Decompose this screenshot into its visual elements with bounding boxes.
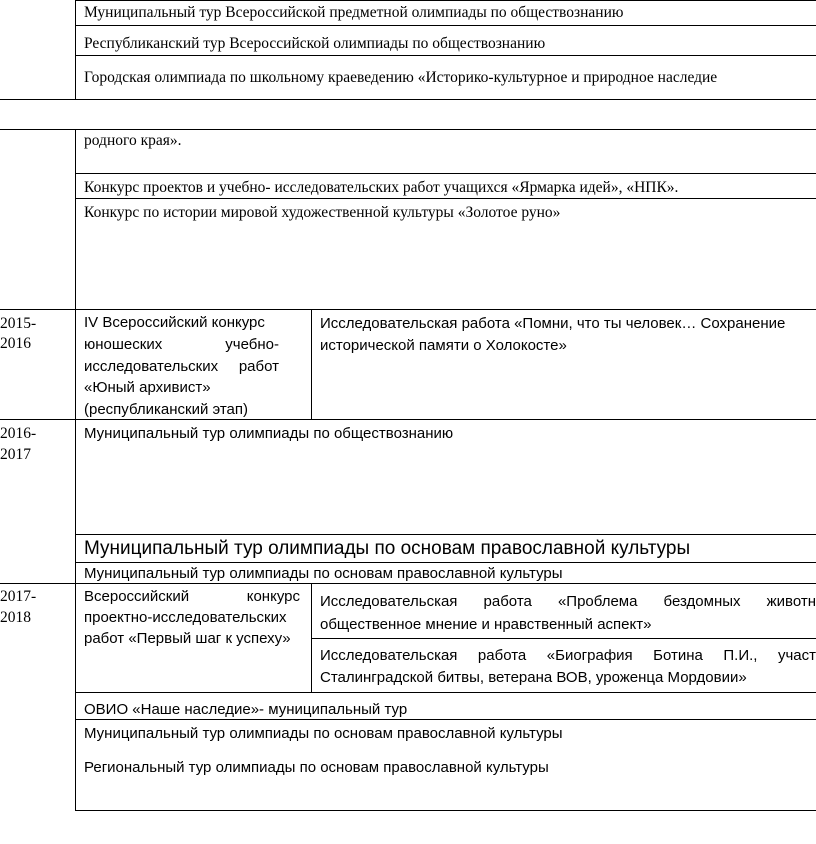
- row-text: Конкурс проектов и учебно- исследовательских работ учащихся «Ярмарка идей», «НПК».: [84, 179, 679, 196]
- event-line: Всероссийский конкурс: [84, 588, 300, 605]
- year-label: 2015-: [0, 315, 37, 332]
- event-line: (республиканский этап): [84, 401, 249, 418]
- event-line: «Юный архивист»: [84, 379, 211, 396]
- row-text: Муниципальный тур олимпиады по обществознанию: [84, 425, 454, 442]
- rule: [75, 534, 816, 535]
- row-text: Городская олимпиада по школьному краеведению «Историко-культурное и природное наследие: [84, 69, 718, 86]
- row-text: Муниципальный тур олимпиады по основам православной культуры: [84, 538, 691, 559]
- rule: [75, 0, 816, 1]
- row-text: Муниципальный тур олимпиады по основам православной культуры: [84, 565, 563, 582]
- work-description: общественное мнение и нравственный аспект»: [320, 616, 652, 633]
- rule: [75, 55, 816, 56]
- rule: [311, 638, 816, 639]
- event-line: проектно-исследовательских: [84, 609, 287, 626]
- row-text: Конкурс по истории мировой художественной культуры «Золотое руно»: [84, 204, 561, 221]
- row-text: Муниципальный тур Всероссийской предметной олимпиады по обществознанию: [84, 4, 624, 21]
- year-label: 2018: [0, 609, 31, 626]
- row-text: Региональный тур олимпиады по основам православной культуры: [84, 759, 549, 776]
- work-description: Исследовательская работа «Помни, что ты человек… Сохранение исторической памяти о Холокосте»: [320, 315, 786, 354]
- event-line: IV Всероссийский конкурс: [84, 314, 265, 331]
- rule: [75, 173, 816, 174]
- rule: [75, 0, 76, 100]
- rule: [0, 309, 816, 310]
- rule: [311, 309, 312, 420]
- rule: [75, 25, 816, 26]
- row-text: ОВИО «Наше наследие»- муниципальный тур: [84, 701, 408, 718]
- rule: [0, 99, 816, 100]
- year-label: 2016: [0, 335, 31, 352]
- year-label: 2017: [0, 446, 31, 463]
- rule: [75, 562, 816, 563]
- event-line: исследовательских работ: [84, 358, 279, 375]
- rule: [75, 692, 816, 693]
- work-description: Сталинградской битвы, ветерана ВОВ, уроженца Мордовии»: [320, 669, 747, 686]
- row-text: Республиканский тур Всероссийской олимпиады по обществознанию: [84, 35, 546, 52]
- event-line: работ «Первый шаг к успеху»: [84, 630, 291, 647]
- year-label: 2017-: [0, 588, 37, 605]
- rule: [75, 129, 76, 811]
- row-text: Муниципальный тур олимпиады по основам православной культуры: [84, 725, 563, 742]
- rule: [311, 583, 312, 693]
- rule: [0, 129, 816, 130]
- work-description: Исследовательская работа «Проблема бездомных животн: [320, 593, 816, 610]
- rule: [75, 810, 816, 811]
- year-label: 2016-: [0, 425, 37, 442]
- event-line: юношеских учебно-: [84, 336, 279, 353]
- work-description: Исследовательская работа «Биография Ботина П.И., участ: [320, 647, 816, 664]
- row-text: родного края».: [84, 132, 182, 149]
- rule: [75, 198, 816, 199]
